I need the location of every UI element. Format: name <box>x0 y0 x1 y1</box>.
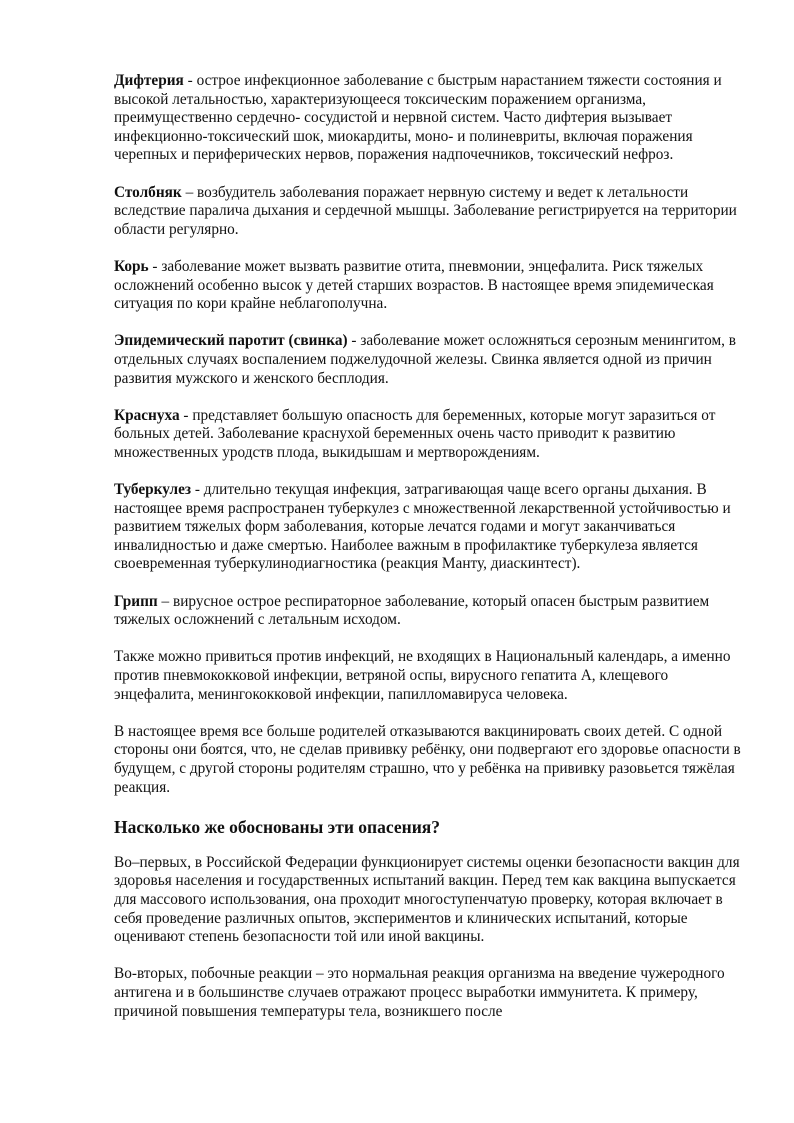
disease-term: Грипп <box>114 592 158 610</box>
disease-description: - представляет большую опасность для беременных, которые могут заразиться от больных детей. Заболевание краснухой беременных очень часто приводит к развитию множественных уродств плода, выкидышам и мертворождениям. <box>114 406 716 461</box>
disease-paragraph-diphtheria <box>114 72 744 165</box>
disease-paragraph-mumps <box>114 332 744 388</box>
disease-paragraph-tuberculosis <box>114 481 744 574</box>
disease-term: Столбняк <box>114 183 182 201</box>
disease-description: – возбудитель заболевания поражает нервную систему и ведет к летальности вследствие паралича дыхания и сердечной мышцы. Заболевание регистрируется на территории области регулярно. <box>114 183 737 238</box>
document-page <box>114 72 744 1040</box>
disease-description: - длительно текущая инфекция, затрагивающая чаще всего органы дыхания. В настоящее время распространен туберкулез с множественной лекарственной устойчивостью и развитием тяжелых форм заболевания, которые лечатся годами и могут заканчиваться инвалидностью и даже смертью. Наиболее важным в профилактике туберкулеза является своевременная туберкулинодиагностика (реакция Манту, диаскинтест). <box>114 481 731 573</box>
second-argument-paragraph: Во-вторых, побочные реакции – это нормальная реакция организма на введение чужеродного антигена и в большинстве случаев отражают процесс выработки иммунитета. К примеру, причиной повышения температуры тела, возникшего после <box>114 965 725 1020</box>
disease-description: – вирусное острое респираторное заболевание, который опасен быстрым развитием тяжелых осложнений с летальным исходом. <box>114 592 710 629</box>
disease-term: Туберкулез <box>114 481 192 499</box>
disease-term: Дифтерия <box>114 72 184 89</box>
refusals-paragraph: В настоящее время все больше родителей отказываются вакцинировать своих детей. С одной стороны они боятся, что, не сделав прививку ребёнку, они подвергают его здоровье опасности в будущем, с другой стороны родителям страшно, что у ребёнка на прививку разовьется тяжёлая реакция. <box>114 722 741 796</box>
disease-term: Эпидемический паротит (свинка) <box>114 332 348 350</box>
disease-paragraph-rubella <box>114 407 744 463</box>
disease-description: - острое инфекционное заболевание с быстрым нарастанием тяжести состояния и высокой летальностью, характеризующееся токсическим поражением организма, преимущественно сердечно- сосудистой и нервной систем. Часто дифтерия вызывает инфекционно-токсический шок, миокардиты, моно- и полиневриты, включая поражения черепных и периферических нервов, поражения надпочечников, токсический нефроз. <box>114 72 722 164</box>
disease-description: - заболевание может осложняться серозным менингитом, в отдельных случаях воспалением поджелудочной железы. Свинка является одной из причин развития мужского и женского бесплодия. <box>114 332 737 387</box>
first-argument-paragraph: Во–первых, в Российской Федерации функционирует системы оценки безопасности вакцин для здоровья населения и государственных испытаний вакцин. Перед тем как вакцина выпускается для массового использования, она проходит многоступенчатую проверку, которая включает в себя проведение различных опытов, экспериментов и клинических испытаний, которые оценивают степень безопасности той или иной вакцины. <box>114 853 740 946</box>
disease-term: Краснуха <box>114 406 180 424</box>
extra-vaccines-paragraph: Также можно привиться против инфекций, не входящих в Национальный календарь, а именно против пневмококковой инфекции, ветряной оспы, вирусного гепатита А, клещевого энцефалита, менингококковой инфекции, папилломавируса человека. <box>114 648 731 703</box>
disease-term: Корь <box>114 257 149 275</box>
section-heading: Насколько же обоснованы эти опасения? <box>114 816 440 837</box>
disease-paragraph-measles <box>114 258 744 314</box>
disease-description: - заболевание может вызвать развитие отита, пневмонии, энцефалита. Риск тяжелых осложнений особенно высок у детей старших возрастов. В настоящее время эпидемическая ситуация по кори крайне неблагополучна. <box>114 257 714 313</box>
disease-paragraph-flu <box>114 593 744 630</box>
disease-paragraph-tetanus <box>114 184 744 240</box>
